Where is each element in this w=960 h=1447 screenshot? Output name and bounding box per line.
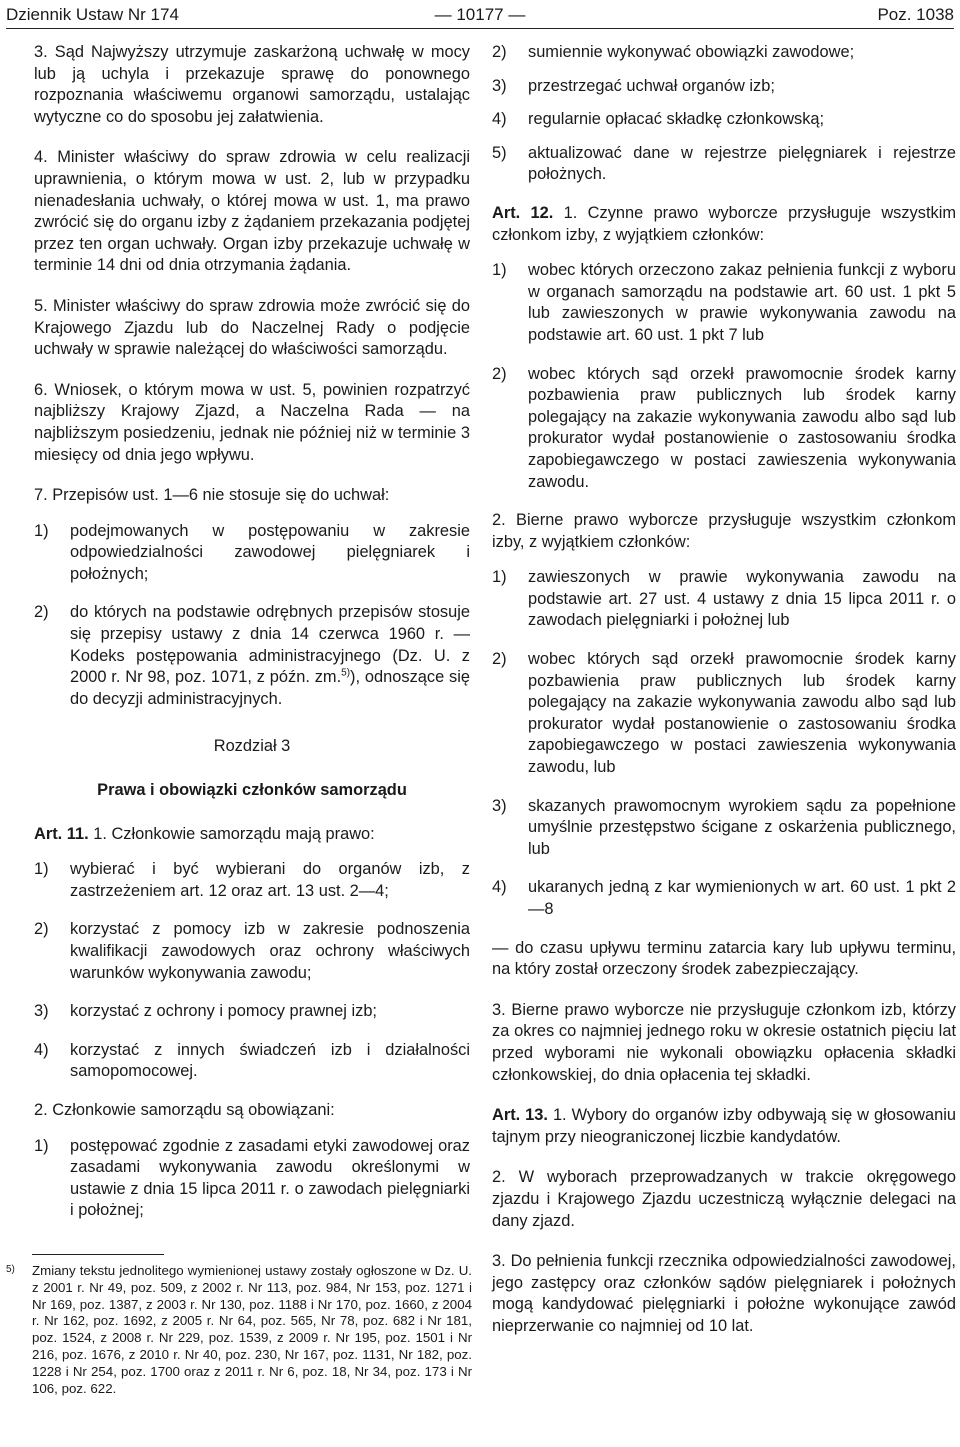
- list-item: [34, 1136, 470, 1222]
- item-number: 1): [34, 860, 49, 879]
- paragraph-3: 3. Sąd Najwyższy utrzymuje zaskarżoną uchwałę w mocy lub ją uchyla i przekazuje sprawę do ponownego rozpoznania właściwemu organowi samorządu, ustalając wytyczne co do sposobu jej załatwienia.: [34, 43, 470, 126]
- page-header: [6, 0, 954, 30]
- footnote-number: 5): [6, 1264, 15, 1275]
- item-text: korzystać z innych świadczeń izb i działalności samopomocowej.: [70, 1040, 470, 1081]
- art12-lead: [492, 203, 956, 246]
- list-item: [492, 143, 956, 186]
- art13-label: Art. 13.: [492, 1106, 548, 1125]
- list-item: [34, 1040, 470, 1083]
- item-text: wobec których sąd orzekł prawomocnie środek karny pozbawienia praw publicznych lub środek karny polegający na zakazie wykonywania zawodu albo sąd lub prokurator wydał postanowienie o zastosowaniu środka zapobiegawczego w postaci zawieszenia wykonywania zawodu.: [528, 364, 956, 491]
- art13-paragraph-3: 3. Do pełnienia funkcji rzecznika odpowiedzialności zawodowej, jego zastępcy oraz członków sądów pielęgniarek i położnych mogą kandydować pielęgniarki i położne wykonujące zawód nieprzerwanie co najmniej od 10 lat.: [492, 1252, 956, 1335]
- art13-lead-text: 1. Wybory do organów izby odbywają się w głosowaniu tajnym przy nieograniczonej liczbie kandydatów.: [492, 1106, 956, 1146]
- item-text: wobec których orzeczono zakaz pełnienia funkcji z wyboru w organach samorządu na podstawie art. 60 ust. 1 pkt 5 lub zawieszonych w prawie wykonywania zawodu na podstawie art. 60 ust. 1 pkt 7 lub: [528, 261, 956, 344]
- footnote-rule: [32, 1254, 164, 1255]
- right-column: [492, 42, 956, 1357]
- footnote-ref: 5): [341, 667, 351, 679]
- item-text: korzystać z pomocy izb w zakresie podnoszenia kwalifikacji zawodowych oraz ochrony właściwych warunków wykonywania zawodu;: [70, 920, 470, 982]
- paragraph-7: 7. Przepisów ust. 1—6 nie stosuje się do uchwał:: [34, 486, 390, 505]
- art12-lead-text: 1. Czynne prawo wyborcze przysługuje wszystkim członkom izby, z wyjątkiem członków:: [492, 203, 956, 244]
- item-number: 2): [492, 364, 507, 383]
- art12-label: Art. 12.: [492, 203, 554, 222]
- item-number: 1): [492, 261, 507, 280]
- list-item: [492, 76, 956, 98]
- item-number: 2): [34, 920, 49, 939]
- list-item: [492, 567, 956, 632]
- paragraph-4: 4. Minister właściwy do spraw zdrowia w celu realizacji uprawnienia, o którym mowa w ust. 2, lub w przypadku nienadesłania uchwały, o której mowa w ust. 1, ma prawo zwrócić się do organu izby z żądaniem przekazania podjętej przez ten organ uchwały. Organ izby przekazuje uchwałę w terminie 14 dni od dnia otrzymania żądania.: [34, 148, 470, 275]
- item-number: 1): [34, 1136, 49, 1155]
- journal-title: Dziennik Ustaw Nr 174: [6, 5, 179, 24]
- item-number: 2): [492, 650, 507, 669]
- item-text: wobec których sąd orzekł prawomocnie środek karny pozbawienia praw publicznych lub środek karny polegający na zakazie wykonywania zawodu albo sąd lub prokurator wydał postanowienie o zastosowaniu środka zapobiegawczego w postaci zawieszenia wykonywania zawodu, lub: [528, 650, 956, 777]
- list-item: [492, 260, 956, 346]
- list-item: [492, 364, 956, 494]
- item-number: 3): [492, 796, 507, 815]
- art11-lead: [34, 824, 470, 846]
- list-item: [492, 796, 956, 861]
- list-item: [34, 919, 470, 984]
- item-number: 4): [34, 1040, 49, 1059]
- list-item: [492, 109, 956, 131]
- page-number: — 10177 —: [434, 5, 526, 24]
- item-number: 2): [34, 603, 49, 622]
- chapter-number: Rozdział 3: [213, 737, 291, 756]
- list-item: [34, 859, 470, 902]
- item-number: 3): [492, 76, 507, 95]
- position-number: Poz. 1038: [877, 5, 954, 24]
- art11-paragraph-2: 2. Członkowie samorządu są obowiązani:: [34, 1100, 335, 1119]
- paragraph-5: 5. Minister właściwy do spraw zdrowia może zwrócić się do Krajowego Zjazdu lub do Naczelnej Rady o podjęcie uchwały w sprawie należącej do właściwości samorządu.: [34, 296, 470, 359]
- item-number: 3): [34, 1002, 49, 1021]
- item-text: do których na podstawie odrębnych przepisów stosuje się przepisy ustawy z dnia 14 czerwca 1960 r. — Kodeks postępowania administracyjnego (Dz. U. z 2000 r. Nr 98, poz. 1071, z późn. zm.: [70, 603, 470, 687]
- item-text: postępować zgodnie z zasadami etyki zawodowej oraz zasadami wykonywania zawodu określonymi w ustawie z dnia 15 lipca 2011 r. o zawodach pielęgniarki i położnej;: [70, 1136, 470, 1220]
- item-number: 1): [492, 568, 507, 587]
- item-text: wybierać i być wybierani do organów izb, z zastrzeżeniem art. 12 oraz art. 13 ust. 2—4;: [70, 860, 470, 900]
- art12-paragraph-2-tail: — do czasu upływu terminu zatarcia kary lub upływu terminu, na który został orzeczony środek zabezpieczający.: [492, 938, 956, 979]
- chapter-title: Prawa i obowiązki członków samorządu: [97, 781, 407, 800]
- list-item: [492, 877, 956, 920]
- list-item: [492, 42, 956, 64]
- item-text-after: ), odnoszące się do decyzji administracyjnych.: [70, 668, 470, 708]
- art13-lead: [492, 1105, 956, 1148]
- art13-paragraph-2: 2. W wyborach przeprowadzanych w trakcie okręgowego zjazdu i Krajowego Zjazdu uczestniczą wyłącznie delegaci na dany zjazd.: [492, 1168, 956, 1230]
- item-text: skazanych prawomocnym wyrokiem sądu za popełnione umyślnie przestępstwo ścigane z oskarżenia publicznego, lub: [528, 796, 956, 858]
- item-text: zawieszonych w prawie wykonywania zawodu na podstawie art. 27 ust. 4 ustawy z dnia 15 lipca 2011 r. o zawodach pielęgniarki i położnej lub: [528, 568, 956, 630]
- item-number: 5): [492, 143, 507, 162]
- art12-paragraph-3: 3. Bierne prawo wyborcze nie przysługuje członkom izb, którzy za okres co najmniej jednego roku w okresie ostatnich pięciu lat przed wyborami nie wykonali obowiązku opłacenia składki członkowskiej, do dnia opłacenia tej składki.: [492, 1000, 956, 1084]
- list-item: [34, 602, 470, 710]
- art12-paragraph-2: 2. Bierne prawo wyborcze przysługuje wszystkim członkom izby, z wyjątkiem członków:: [492, 511, 956, 551]
- list-item: [34, 521, 470, 586]
- item-number: 4): [492, 110, 507, 129]
- item-text: regularnie opłacać składkę członkowską;: [528, 110, 825, 129]
- art11-lead-text: 1. Członkowie samorządu mają prawo:: [88, 824, 375, 843]
- item-text: przestrzegać uchwał organów izb;: [528, 76, 775, 95]
- item-number: 1): [34, 521, 49, 540]
- item-number: 2): [492, 43, 507, 61]
- list-item: [34, 1001, 470, 1023]
- item-number: 4): [492, 878, 507, 897]
- footnote-text: Zmiany tekstu jednolitego wymienionej ustawy zostały ogłoszone w Dz. U. z 2001 r. Nr 49, poz. 509, z 2002 r. Nr 113, poz. 984, Nr 153, poz. 1271 i Nr 169, poz. 1387, z 2003 r. Nr 130, poz. 1188 i Nr 170, poz. 1660, z 2004 r. Nr 162, poz. 1692, z 2005 r. Nr 64, poz. 565, Nr 78, poz. 682 i Nr 181, poz. 1524, z 2008 r. Nr 229, poz. 1539, z 2009 r. Nr 195, poz. 1501 i Nr 216, poz. 1676, z 2010 r. Nr 40, poz. 230, Nr 167, poz. 1131, Nr 182, poz. 1228 i Nr 254, poz. 1700 oraz z 2011 r. Nr 6, poz. 18, Nr 34, poz. 173 i Nr 106, poz. 622.: [32, 1263, 472, 1396]
- footnote: [6, 1248, 472, 1397]
- paragraph-6: 6. Wniosek, o którym mowa w ust. 5, powinien rozpatrzyć najbliższy Krajowy Zjazd, a Naczelna Rada — na najbliższym posiedzeniu, jednak nie później niż w terminie 3 miesięcy od dnia jego wpływu.: [34, 380, 470, 464]
- item-text: podejmowanych w postępowaniu w zakresie odpowiedzialności zawodowej pielęgniarek i położnych;: [70, 521, 470, 583]
- art11-label: Art. 11.: [34, 824, 89, 843]
- item-text: korzystać z ochrony i pomocy prawnej izb;: [70, 1002, 377, 1021]
- item-text: aktualizować dane w rejestrze pielęgniarek i rejestrze położnych.: [528, 143, 956, 184]
- list-item: [492, 649, 956, 779]
- item-text: sumiennie wykonywać obowiązki zawodowe;: [528, 43, 855, 61]
- left-column: [34, 42, 470, 1239]
- item-text: ukaranych jedną z kar wymienionych w art. 60 ust. 1 pkt 2—8: [528, 878, 956, 918]
- header-rule: [6, 28, 954, 29]
